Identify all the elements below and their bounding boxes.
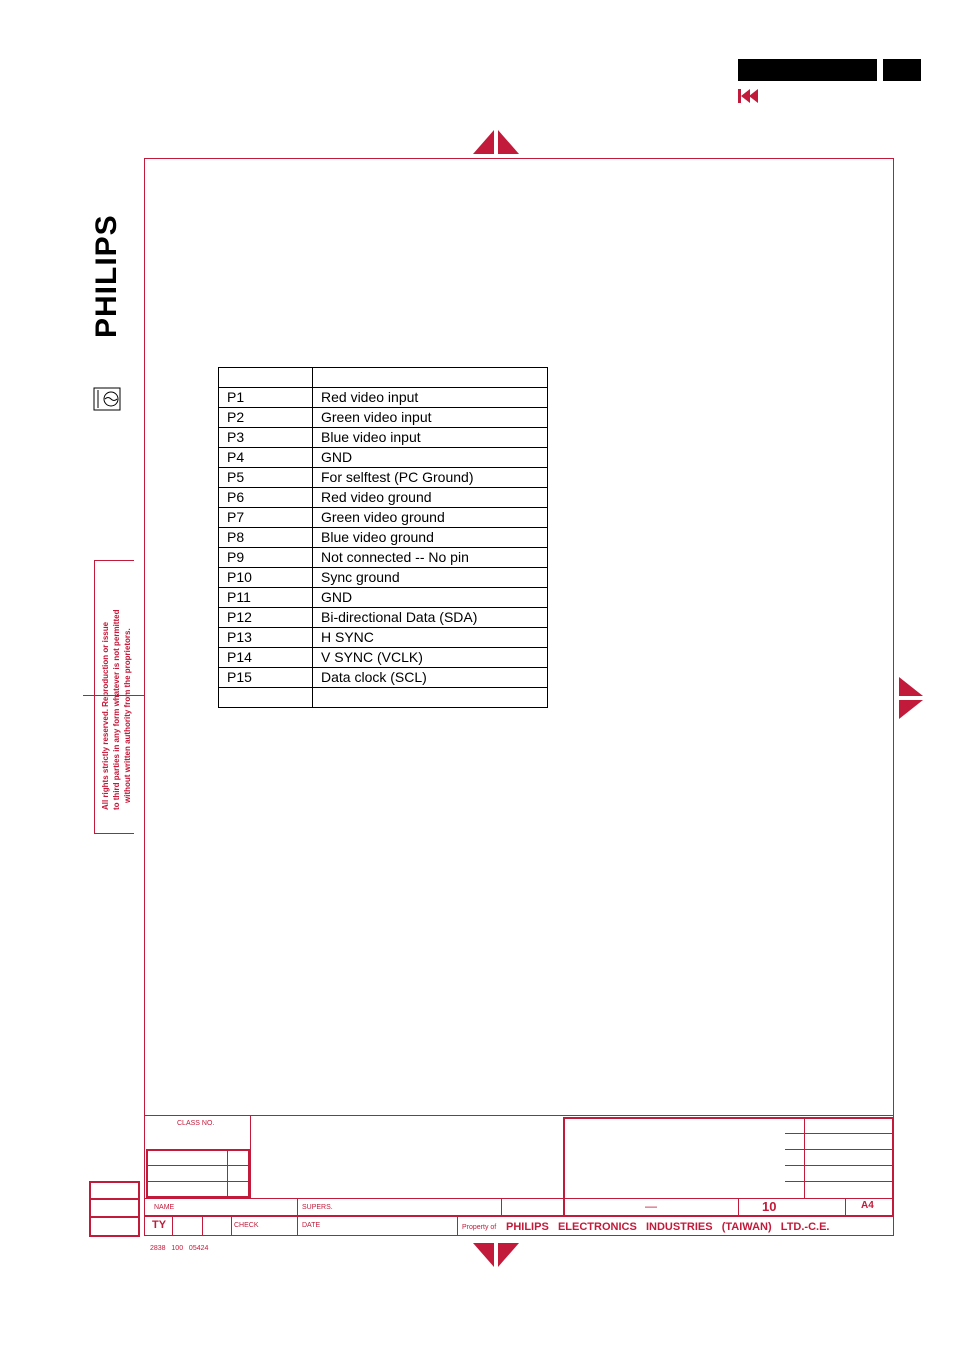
pin-number: P15 [219,668,313,688]
table-row [219,488,548,508]
tb-line [785,1149,893,1150]
pin-number: P10 [219,568,313,588]
document-code: 2838 100 05424 [150,1245,209,1252]
sheet-number: 10 [762,1199,777,1214]
class-no-label: CLASS NO. [177,1120,215,1127]
tb-line [785,1181,893,1182]
next-page-icon[interactable] [899,677,923,719]
pin-number: P1 [219,388,313,408]
pin-number: P4 [219,448,313,468]
revision-box [89,1181,140,1237]
tb-line [146,1181,250,1182]
property-of-label: Property of [462,1224,497,1231]
table-row [219,668,548,688]
tb-line [785,1133,893,1134]
pin-description: Sync ground [313,568,548,588]
pin-number: P11 [219,588,313,608]
tb-line [804,1117,805,1198]
header-bar [738,59,877,81]
pin-description: GND [313,448,548,468]
table-row [219,508,548,528]
tb-line [250,1115,251,1199]
tb-line [144,1115,894,1116]
pin-description: Red video ground [313,488,548,508]
back-first-page-icon[interactable] [738,88,762,104]
next-page-down-icon[interactable] [473,1243,519,1267]
pin-description: Bi-directional Data (SDA) [313,608,548,628]
pin-number: P13 [219,628,313,648]
pin-description: Blue video ground [313,528,548,548]
tb-line [297,1198,298,1236]
tb-line [845,1198,846,1215]
table-row-header [219,368,548,388]
tb-line [227,1149,228,1198]
table-row [219,608,548,628]
table-row [219,428,548,448]
tb-line [738,1198,739,1215]
table-row [219,388,548,408]
pin-description: H SYNC [313,628,548,648]
table-row [219,588,548,608]
tb-line [144,1215,894,1217]
table-row [219,648,548,668]
rights-text-1: All rights strictly reserved. Reproduction or issue [101,621,110,810]
pin-description: Green video input [313,408,548,428]
table-row [219,548,548,568]
tb-line [89,1198,140,1200]
pin-description: For selftest (PC Ground) [313,468,548,488]
tb-line [172,1217,173,1236]
rights-text-3: without written authority from the proprietors. [123,628,132,803]
company-name: PHILIPS ELECTRONICS INDUSTRIES (TAIWAN) LTD.-C.E. [506,1221,830,1233]
dash-mark: — [645,1199,657,1213]
pin-number: P2 [219,408,313,428]
table-row [219,468,548,488]
pin-number: P6 [219,488,313,508]
previous-page-icon[interactable] [473,130,519,154]
table-row [219,408,548,428]
pin-number: P7 [219,508,313,528]
pin-assignment-table [218,367,548,708]
name-label: NAME [154,1204,175,1211]
supers-label: SUPERS. [302,1204,333,1211]
header-page-box [883,59,921,81]
table-row [219,448,548,468]
check-label: CHECK [234,1222,259,1229]
table-row [219,528,548,548]
tb-line [231,1217,232,1236]
table-row [219,568,548,588]
pin-description: Blue video input [313,428,548,448]
pin-description: Green video ground [313,508,548,528]
pin-number: P5 [219,468,313,488]
tb-line [202,1217,203,1236]
pin-number: P8 [219,528,313,548]
pin-description: Data clock (SCL) [313,668,548,688]
tb-line [457,1217,458,1236]
tb-line [146,1165,250,1166]
pin-description: Red video input [313,388,548,408]
pin-number: P14 [219,648,313,668]
philips-shield-icon [93,387,121,411]
tb-line [501,1198,502,1215]
pin-number: P3 [219,428,313,448]
tb-line [89,1216,140,1218]
rights-text-2: to third parties in any form whatever is not permitted [112,609,121,810]
philips-logo: PHILIPS [90,214,123,338]
table-row-footer [219,688,548,708]
tb-line [144,1198,894,1199]
pin-number: P12 [219,608,313,628]
pin-description: V SYNC (VCLK) [313,648,548,668]
tb-line [785,1165,893,1166]
table-row [219,628,548,648]
pin-number: P9 [219,548,313,568]
date-label: DATE [302,1222,321,1229]
drawn-by: TY [152,1219,167,1231]
pin-description: GND [313,588,548,608]
class-no-grid [146,1149,250,1198]
pin-description: Not connected -- No pin [313,548,548,568]
paper-format: A4 [861,1200,874,1211]
